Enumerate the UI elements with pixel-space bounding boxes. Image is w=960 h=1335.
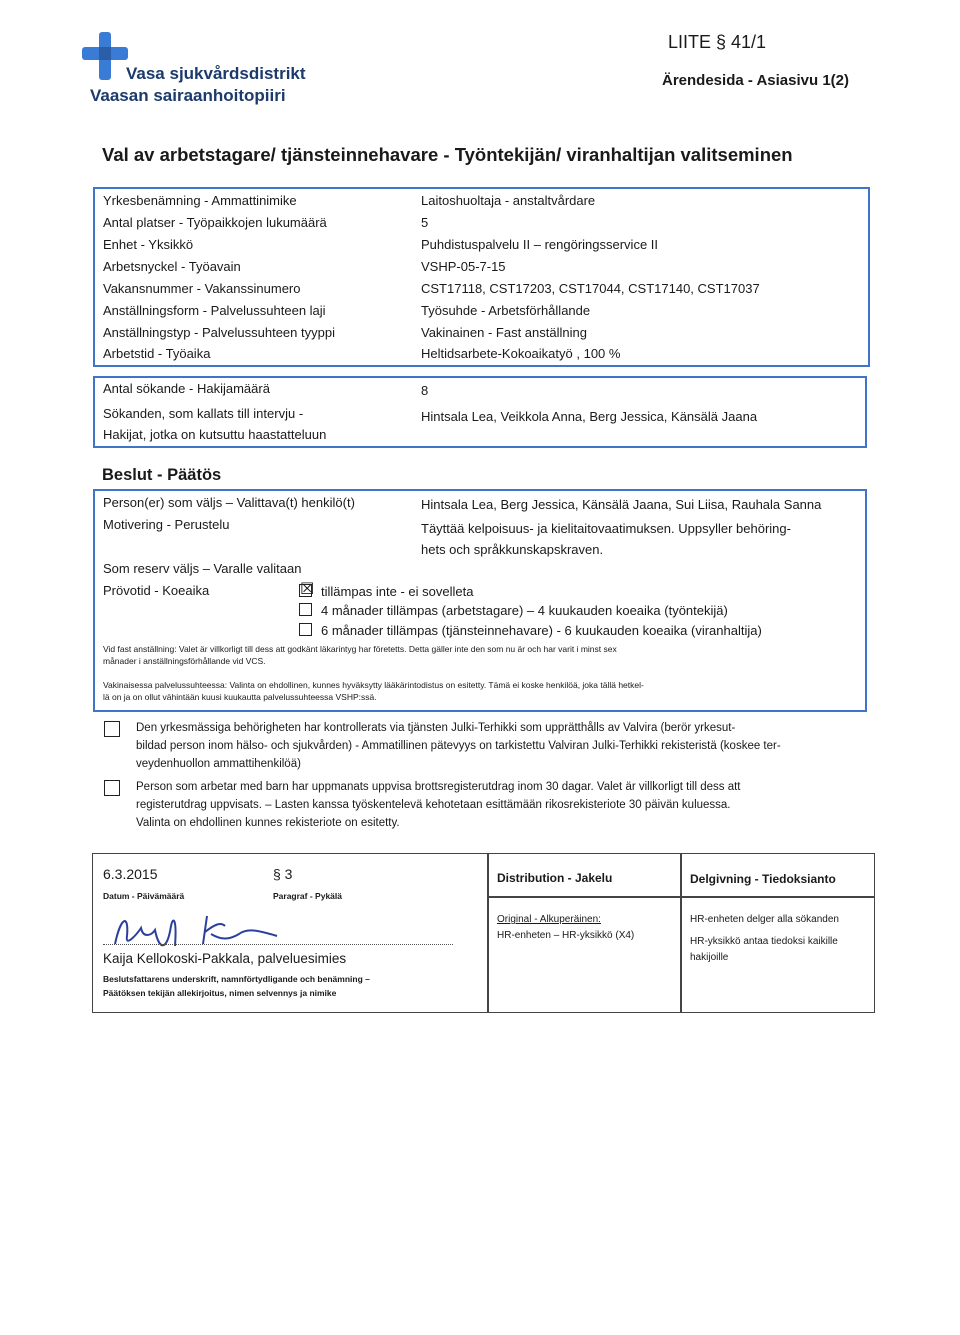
trial-option-6-months-checkbox[interactable] [299,623,312,636]
distribution-original: Original - Alkuperäinen: [497,914,601,925]
trial-option-6-months-label: 6 månader tillämpas (tjänsteinnehavare) - 6 kuukauden koeaika (viranhaltija) [321,623,762,638]
label-employment-type: Anställningstyp - Palvelussuhteen tyyppi [103,325,335,340]
signer-name: Kaija Kellokoski-Pakkala, palveluesimies [103,951,347,966]
signer-caption-1: Beslutsfattarens underskrift, namnförtydligande och benämning – [103,974,370,984]
page-title: Val av arbetstagare/ tjänsteinnehavare - Työntekijän/ viranhaltijan valitseminen [102,144,793,165]
logo-name-fi: Vaasan sairaanhoitopiiri [90,86,286,105]
value-working-time: Heltidsarbete-Kokoaikatyö , 100 % [421,346,621,361]
value-work-key: VSHP-05-7-15 [421,259,506,274]
notice-line-1: HR-enheten delger alla sökanden [690,914,839,925]
value-interviewed: Hintsala Lea, Veikkola Anna, Berg Jessica, Känsälä Jaana [421,409,758,424]
appendix-label: LIITE § 41/1 [668,32,767,52]
position-details-box [93,187,870,367]
label-unit: Enhet - Yksikkö [103,237,194,252]
signer-caption-2: Päätöksen tekijän allekirjoitus, nimen selvennys ja nimike [103,988,337,998]
vshp-logo-icon [82,32,130,80]
value-job-title: Laitoshuoltaja - anstaltvårdare [421,193,596,208]
label-interview-1: Sökanden, som kallats till intervju - [103,406,304,421]
paragraph-number: § 3 [273,866,293,882]
decision-box [93,489,867,712]
label-reserve: Som reserv väljs – Varalle valitaan [103,561,302,576]
trial-option-4-months-checkbox[interactable] [299,603,312,616]
condition-1-line-1: Den yrkesmässiga behörigheten har kontrollerats via tjänsten Julki-Terhikki som upprätthålls av Valvira (berör yrkesut- [136,722,736,734]
footer-divider-1 [487,854,489,1012]
label-trial-period: Prövotid - Koeaika [103,583,210,598]
footer-divider-2 [680,854,682,1012]
trial-option-4-months-label: 4 månader tillämpas (arbetstagare) – 4 kuukauden koeaika (työntekijä) [321,603,728,618]
label-applicant-count: Antal sökande - Hakijamäärä [103,381,270,396]
decision-date: 6.3.2015 [103,866,158,882]
value-motivation-2: hets och språkkunskapskraven. [421,542,604,557]
value-employment-form: Työsuhde - Arbetsförhållande [421,303,591,318]
condition-1-line-2: bildad person inom hälso- och sjukvården) - Ammatillinen pätevyys on tarkistettu Valviran Julki-Terhikki rekisteristä (koskee ter- [136,740,781,752]
note-fi-2: lä on ja on ollut vähintään kuusi kuukautta palvelussuhteessa VSHP:ssä. [103,692,377,702]
label-positions: Antal platser - Työpaikkojen lukumäärä [103,215,327,230]
checkbox-cross-icon: ☒ [300,581,315,598]
distribution-value: HR-enheten – HR-yksikkö (X4) [497,930,635,941]
note-fi-1: Vakinaisessa palvelussuhteessa: Valinta on ehdollinen, kunnes hyväksytty lääkärintodistus on esitetty. Tämä ei koske henkilöä, joka tällä hetkel- [103,680,644,690]
criminal-record-checkbox[interactable] [104,780,120,796]
label-chosen: Person(er) som väljs – Valittava(t) henkilö(t) [103,495,355,510]
trial-option-none-label: tillämpas inte - ei sovelleta [321,584,474,599]
applicants-box [93,376,867,448]
decision-heading: Beslut - Päätös [102,466,222,484]
condition-1-line-3: veydenhuollon ammattihenkilöä) [136,758,301,770]
label-interview-2: Hakijat, jotka on kutsuttu haastatteluun [103,427,327,442]
note-sv-1: Vid fast anställning: Valet är villkorligt till dess att godkänt läkarintyg har företetts. Detta gäller inte den som nu är och har varit i minst sex [103,644,617,654]
value-applicant-count: 8 [421,383,429,398]
label-vacancy: Vakansnummer - Vakanssinumero [103,281,301,296]
value-chosen: Hintsala Lea, Berg Jessica, Känsälä Jaana, Sui Liisa, Rauhala Sanna [421,497,822,512]
condition-2-line-3: Valinta on ehdollinen kunnes rekisteriote on esitetty. [136,817,400,829]
note-sv-2: månader i anställningsförhållande vid VCS. [103,656,266,666]
value-unit: Puhdistuspalvelu II – rengöringsservice II [421,237,659,252]
footer-header-line [487,896,874,898]
trial-option-none-checkbox[interactable] [299,581,315,598]
distribution-heading: Distribution - Jakelu [497,871,613,885]
label-working-time: Arbetstid - Työaika [103,346,211,361]
notice-line-3: hakijoille [690,952,729,963]
footer-table [92,853,875,1013]
label-job-title: Yrkesbenämning - Ammattinimike [103,193,297,208]
value-employment-type: Vakinainen - Fast anställning [421,325,587,340]
professional-check-checkbox[interactable] [104,721,120,737]
logo-name-sv: Vasa sjukvårdsdistrikt [126,64,306,83]
condition-2-line-2: registerutdrag uppvisats. – Lasten kanssa työskentelevä kehotetaan esittämään rikosrekisteriote 30 päivän kuluessa. [136,799,731,811]
value-vacancy: CST17118, CST17203, CST17044, CST17140, CST17037 [421,281,760,296]
label-work-key: Arbetsnyckel - Työavain [103,259,241,274]
condition-2-line-1: Person som arbetar med barn har uppmanats uppvisa brottsregisterutdrag inom 30 dagar. Valet är villkorligt till dess att [136,781,741,793]
signature-icon [107,906,297,954]
notice-line-2: HR-yksikkö antaa tiedoksi kaikille [690,936,838,947]
value-positions: 5 [421,215,429,230]
signature-line [103,944,453,945]
date-label: Datum - Päivämäärä [103,891,185,901]
notice-heading: Delgivning - Tiedoksianto [690,872,836,886]
paragraph-label: Paragraf - Pykälä [273,891,342,901]
label-motivation: Motivering - Perustelu [103,517,230,532]
page-label: Ärendesida - Asiasivu 1(2) [662,72,850,89]
value-motivation-1: Täyttää kelpoisuus- ja kielitaitovaatimuksen. Uppsyller behöring- [421,521,791,536]
label-employment-form: Anställningsform - Palvelussuhteen laji [103,303,326,318]
